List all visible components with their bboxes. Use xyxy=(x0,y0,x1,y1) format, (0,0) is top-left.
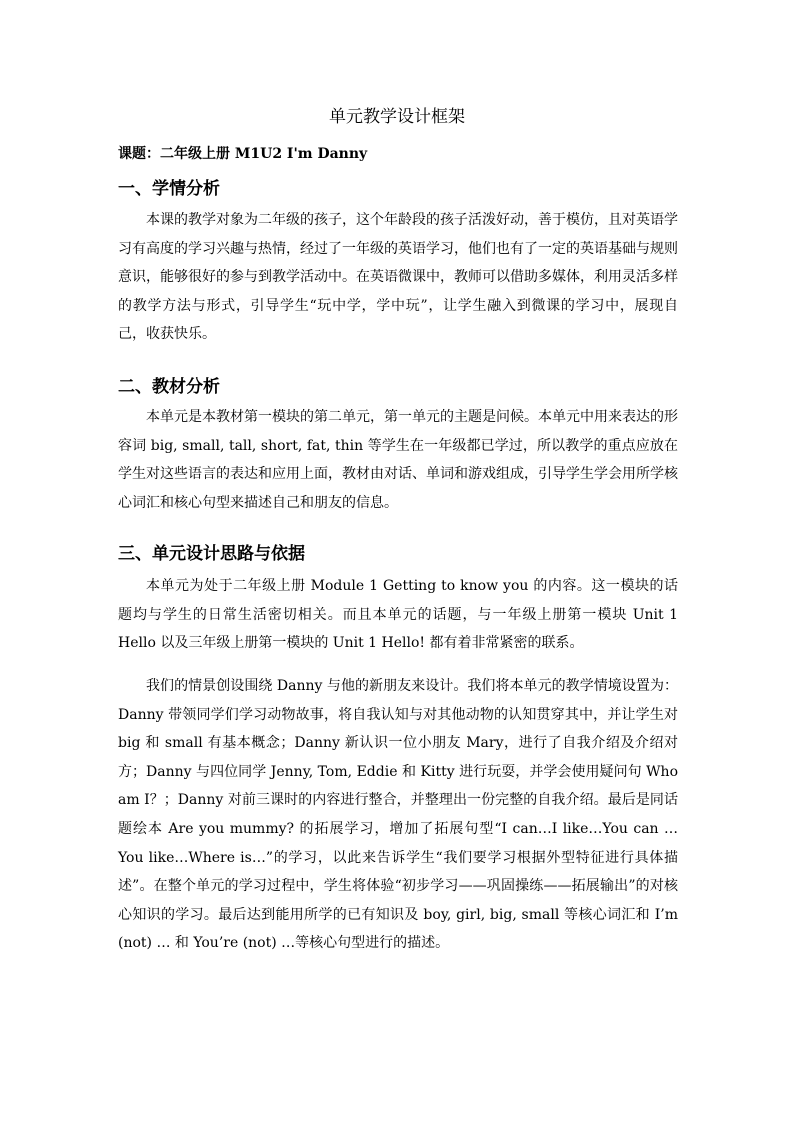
section-heading-unit-design: 三、单元设计思路与依据 xyxy=(118,544,305,564)
section-heading-textbook-analysis: 二、教材分析 xyxy=(118,377,220,397)
unit-design-paragraph-1: 本单元为处于二年级上册 Module 1 Getting to know you 的内容。这一模块的话题均与学生的日常生活密切相关。而且本单元的话题，与一年级上册第一模块 Unit 1 Hello 以及三年级上册第一模块的 Unit 1 Hello! 都有着非常紧密的联系。 xyxy=(118,578,678,652)
learner-analysis-paragraph: 本课的教学对象为二年级的孩子，这个年龄段的孩子活泼好动，善于模仿，且对英语学习有高度的学习兴趣与热情，经过了一年级的英语学习，他们也有了一定的英语基础与规则意识，能够很好的参与到教学活动中。在英语微课中，教师可以借助多媒体，利用灵活多样的教学方法与形式，引导学生“玩中学，学中玩”，让学生融入到微课的学习中，展现自己，收获快乐。 xyxy=(118,212,678,343)
section-heading-learner-analysis: 一、学情分析 xyxy=(118,179,220,199)
textbook-analysis-paragraph: 本单元是本教材第一模块的第二单元，第一单元的主题是问候。本单元中用来表达的形容词 big, small, tall, short, fat, thin 等学生在一年级都已学过，所以教学的重点应放在学生对这些语言的表达和应用上面，教材由对话、单词和游戏组成，引导学生学会用所学核心词汇和核心句型来描述自己和朋友的信息。 xyxy=(118,409,678,511)
unit-design-paragraph-2: 我们的情景创设围绕 Danny 与他的新朋友来设计。我们将本单元的教学情境设置为：Danny 带领同学们学习动物故事，将自我认知与对其他动物的认知贯穿其中，并让学生对 big 和 small 有基本概念；Danny 新认识一位小朋友 Mary，进行了自我介绍及介绍对方；Danny 与四位同学 Jenny, Tom, Eddie 和 Kitty 进行玩耍，并学会使用疑问句 Who am I？；Danny 对前三课时的内容进行整合，并整理出一份完整的自我介绍。最后是同话题绘本 Are you mummy? 的拓展学习，增加了拓展句型“I can…I like…You can …You like…Where is…”的学习，以此来告诉学生“我们要学习根据外型特征进行具体描述”。在整个单元的学习过程中，学生将体验“初步学习——巩固操练——拓展输出”的对核心知识的学习。最后达到能用所学的已有知识及 boy, girl, big, small 等核心词汇和 I’m (not) … 和 You’re (not) …等核心句型进行的描述。 xyxy=(118,678,678,952)
document-title: 单元教学设计框架 xyxy=(329,107,465,127)
lesson-subject: 课题：二年级上册 M1U2 I'm Danny xyxy=(118,146,368,162)
